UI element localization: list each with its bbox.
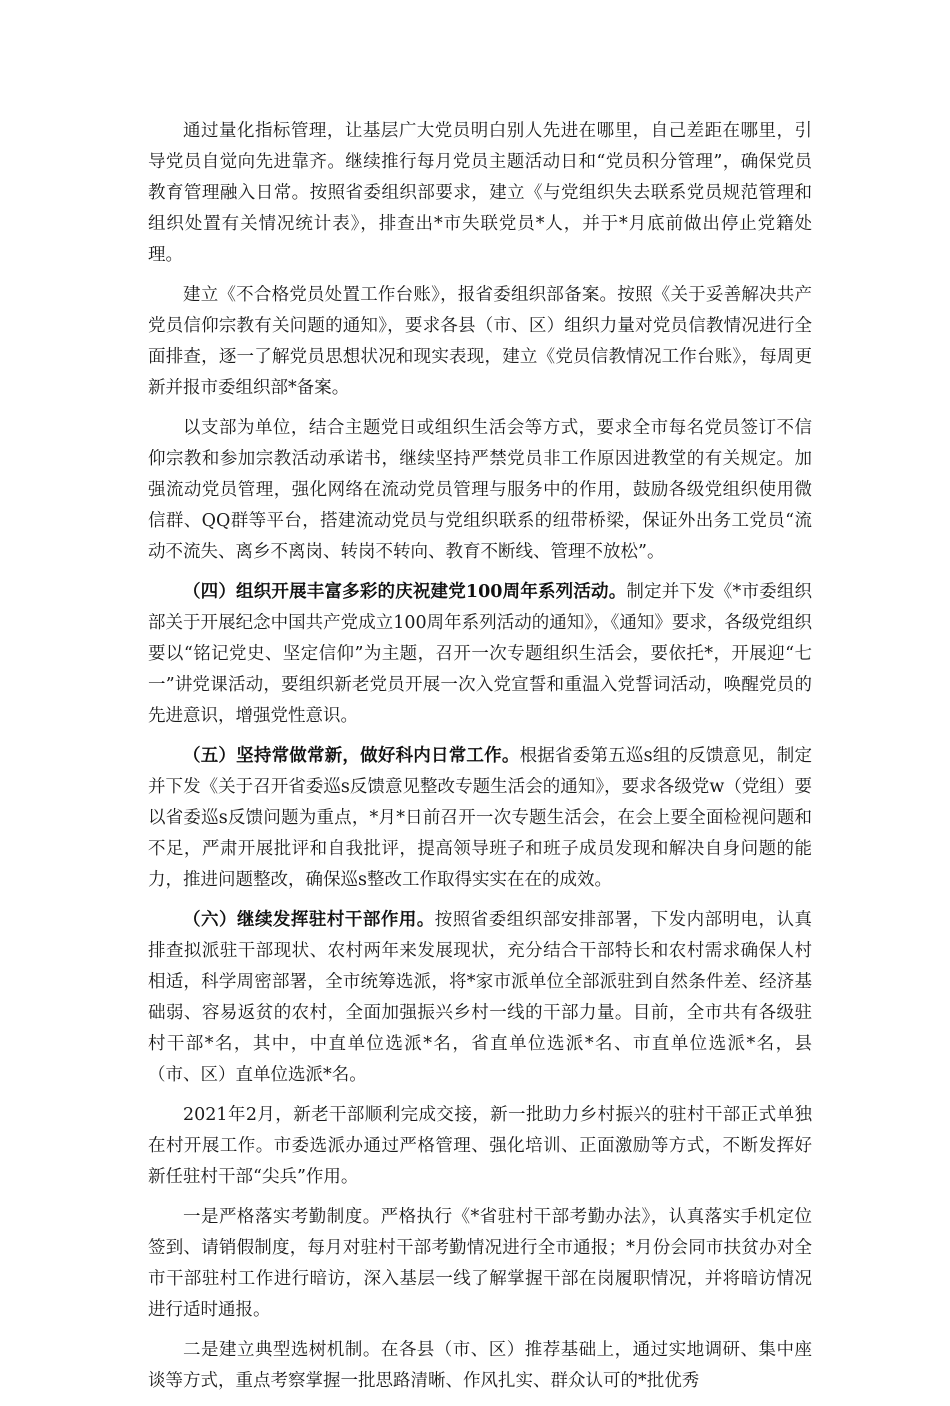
section-4-heading: （四）组织开展丰富多彩的庆祝建党100周年系列活动。 — [183, 582, 627, 602]
paragraph-2 — [148, 280, 812, 404]
paragraph-7 — [148, 1100, 812, 1193]
paragraph-1-text: 通过量化指标管理，让基层广大党员明白别人先进在哪里，自己差距在哪里，引导党员自觉向先进靠齐。继续推行每月党员主题活动日和“党员积分管理”，确保党员教育管理融入日常。按照省委组织部要求，建立《与党组织失去联系党员规范管理和组织处置有关情况统计表》，排查出*市失联党员*人，并于*月底前做出停止党籍处理。 — [148, 121, 812, 265]
paragraph-6 — [148, 905, 812, 1091]
paragraph-5 — [148, 741, 812, 896]
paragraph-7-text: 2021年2月，新老干部顺利完成交接，新一批助力乡村振兴的驻村干部正式单独在村开展工作。市委选派办通过严格管理、强化培训、正面激励等方式，不断发挥好新任驻村干部“尖兵”作用。 — [148, 1105, 812, 1187]
paragraph-4 — [148, 577, 812, 732]
section-6-heading: （六）继续发挥驻村干部作用。 — [183, 910, 435, 930]
paragraph-2-text: 建立《不合格党员处置工作台账》，报省委组织部备案。按照《关于妥善解决共产党员信仰宗教有关问题的通知》，要求各县（市、区）组织力量对党员信教情况进行全面排查，逐一了解党员思想状况和现实表现，建立《党员信教情况工作台账》，每周更新并报市委组织部*备案。 — [148, 285, 812, 398]
paragraph-1 — [148, 116, 812, 271]
section-5-heading: （五）坚持常做常新，做好科内日常工作。 — [183, 746, 520, 766]
paragraph-9-text: 二是建立典型选树机制。在各县（市、区）推荐基础上，通过实地调研、集中座谈等方式，重点考察掌握一批思路清晰、作风扎实、群众认可的*批优秀 — [148, 1340, 812, 1391]
paragraph-3-text: 以支部为单位，结合主题党日或组织生活会等方式，要求全市每名党员签订不信仰宗教和参加宗教活动承诺书，继续坚持严禁党员非工作原因进教堂的有关规定。加强流动党员管理，强化网络在流动党员管理与服务中的作用，鼓励各级党组织使用微信群、QQ群等平台，搭建流动党员与党组织联系的纽带桥梁，保证外出务工党员“流动不流失、离乡不离岗、转岗不转向、教育不断线、管理不放松”。 — [148, 418, 812, 562]
paragraph-5-text: 根据省委第五巡s组的反馈意见，制定并下发《关于召开省委巡s反馈意见整改专题生活会的通知》，要求各级党w（党组）要以省委巡s反馈问题为重点，*月*日前召开一次专题生活会，在会上要全面检视问题和不足，严肃开展批评和自我批评，提高领导班子和班子成员发现和解决自身问题的能力，推进问题整改，确保巡s整改工作取得实实在在的成效。 — [148, 746, 813, 890]
document-body — [148, 116, 812, 1406]
paragraph-6-text: 按照省委组织部安排部署，下发内部明电，认真排查拟派驻干部现状、农村两年来发展现状，充分结合干部特长和农村需求确保人村相适，科学周密部署，全市统筹选派，将*家市派单位全部派驻到自然条件差、经济基础弱、容易返贫的农村，全面加强振兴乡村一线的干部力量。目前，全市共有各级驻村干部*名，其中，中直单位选派*名，省直单位选派*名、市直单位选派*名，县（市、区）直单位选派*名。 — [148, 910, 813, 1085]
paragraph-8 — [148, 1202, 812, 1326]
paragraph-8-text: 一是严格落实考勤制度。严格执行《*省驻村干部考勤办法》，认真落实手机定位签到、请销假制度，每月对驻村干部考勤情况进行全市通报；*月份会同市扶贫办对全市干部驻村工作进行暗访，深入基层一线了解掌握干部在岗履职情况，并将暗访情况进行适时通报。 — [148, 1207, 812, 1320]
paragraph-4-text: 制定并下发《*市委组织部关于开展纪念中国共产党成立100周年系列活动的通知》，《通知》要求，各级党组织要以“铭记党史、坚定信仰”为主题，召开一次专题组织生活会，要依托*，开展迎“七一”讲党课活动，要组织新老党员开展一次入党宣誓和重温入党誓词活动，唤醒党员的先进意识，增强党性意识。 — [148, 582, 813, 726]
paragraph-9 — [148, 1335, 812, 1397]
paragraph-3 — [148, 413, 812, 568]
